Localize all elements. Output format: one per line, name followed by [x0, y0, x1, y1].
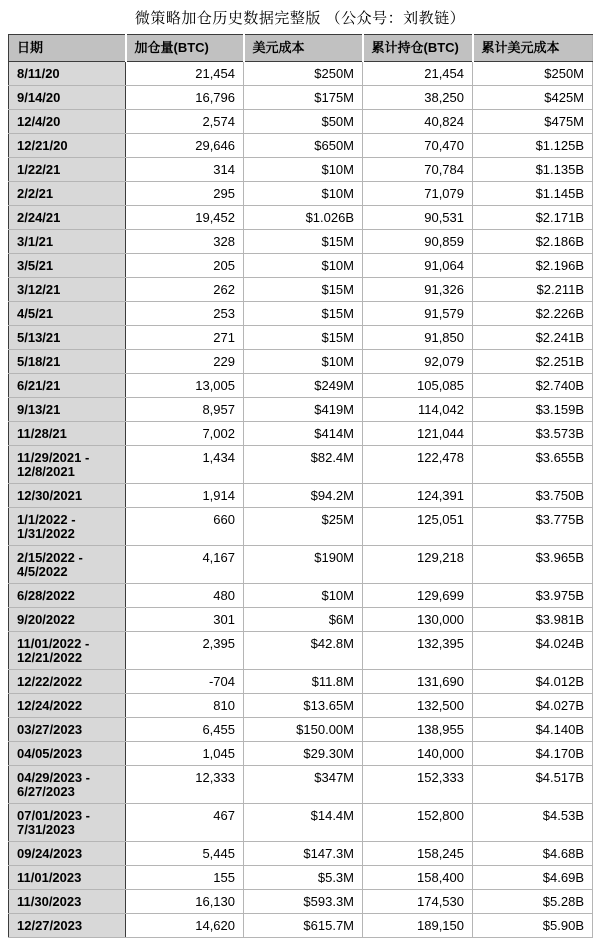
- cumulative-btc-cell: 105,085: [363, 374, 473, 398]
- cumulative-btc-cell: 114,042: [363, 398, 473, 422]
- usd-cost-cell: $15M: [244, 230, 363, 254]
- usd-cost-cell: $249M: [244, 374, 363, 398]
- cumulative-usd-cost-cell: $2.251B: [473, 350, 593, 374]
- btc-amount-cell: 2,395: [126, 632, 244, 670]
- btc-amount-cell: 7,002: [126, 422, 244, 446]
- cumulative-usd-cost-cell: $475M: [473, 110, 593, 134]
- date-cell: 6/21/21: [9, 374, 126, 398]
- cumulative-usd-cost-cell: $5.90B: [473, 914, 593, 938]
- btc-amount-cell: 16,796: [126, 86, 244, 110]
- cumulative-btc-cell: 70,470: [363, 134, 473, 158]
- btc-amount-cell: 13,005: [126, 374, 244, 398]
- date-cell: 9/20/2022: [9, 608, 126, 632]
- date-cell: 11/28/21: [9, 422, 126, 446]
- date-cell: 8/11/20: [9, 62, 126, 86]
- cumulative-usd-cost-cell: $3.775B: [473, 508, 593, 546]
- cumulative-btc-cell: 152,800: [363, 804, 473, 842]
- btc-amount-cell: 8,957: [126, 398, 244, 422]
- usd-cost-cell: $15M: [244, 302, 363, 326]
- cumulative-btc-cell: 129,699: [363, 584, 473, 608]
- btc-amount-cell: 205: [126, 254, 244, 278]
- usd-cost-cell: $147.3M: [244, 842, 363, 866]
- cumulative-btc-cell: 132,395: [363, 632, 473, 670]
- usd-cost-cell: $10M: [244, 254, 363, 278]
- date-cell: 12/27/2023: [9, 914, 126, 938]
- table-row: [9, 182, 593, 206]
- cumulative-usd-cost-cell: $4.140B: [473, 718, 593, 742]
- table-row: [9, 278, 593, 302]
- table-row: [9, 718, 593, 742]
- usd-cost-cell: $347M: [244, 766, 363, 804]
- btc-amount-cell: 12,333: [126, 766, 244, 804]
- usd-cost-cell: $615.7M: [244, 914, 363, 938]
- cumulative-usd-cost-cell: $2.196B: [473, 254, 593, 278]
- column-header-cumulative_usd_cost: 累计美元成本: [473, 35, 593, 62]
- usd-cost-cell: $150.00M: [244, 718, 363, 742]
- cumulative-usd-cost-cell: $4.69B: [473, 866, 593, 890]
- btc-amount-cell: 19,452: [126, 206, 244, 230]
- cumulative-usd-cost-cell: $3.750B: [473, 484, 593, 508]
- table-row: [9, 86, 593, 110]
- date-cell: 07/01/2023 - 7/31/2023: [9, 804, 126, 842]
- date-cell: 5/13/21: [9, 326, 126, 350]
- table-row: [9, 766, 593, 804]
- btc-amount-cell: 810: [126, 694, 244, 718]
- cumulative-btc-cell: 38,250: [363, 86, 473, 110]
- table-row: [9, 742, 593, 766]
- cumulative-usd-cost-cell: $2.740B: [473, 374, 593, 398]
- cumulative-usd-cost-cell: $3.655B: [473, 446, 593, 484]
- cumulative-usd-cost-cell: $1.135B: [473, 158, 593, 182]
- page-title: 微策略加仓历史数据完整版 （公众号：刘教链）: [134, 10, 466, 27]
- btc-amount-cell: 2,574: [126, 110, 244, 134]
- usd-cost-cell: $419M: [244, 398, 363, 422]
- btc-amount-cell: 271: [126, 326, 244, 350]
- cumulative-btc-cell: 91,326: [363, 278, 473, 302]
- usd-cost-cell: $15M: [244, 326, 363, 350]
- table-row: [9, 890, 593, 914]
- date-cell: 9/13/21: [9, 398, 126, 422]
- cumulative-btc-cell: 121,044: [363, 422, 473, 446]
- table-row: [9, 398, 593, 422]
- cumulative-btc-cell: 140,000: [363, 742, 473, 766]
- cumulative-btc-cell: 129,218: [363, 546, 473, 584]
- btc-amount-cell: 328: [126, 230, 244, 254]
- table-row: [9, 632, 593, 670]
- header-row: [9, 35, 593, 62]
- cumulative-btc-cell: 90,859: [363, 230, 473, 254]
- column-header-btc_added: 加仓量(BTC): [126, 35, 244, 62]
- usd-cost-cell: $50M: [244, 110, 363, 134]
- table-row: [9, 484, 593, 508]
- usd-cost-cell: $5.3M: [244, 866, 363, 890]
- usd-cost-cell: $10M: [244, 158, 363, 182]
- date-cell: 12/24/2022: [9, 694, 126, 718]
- btc-amount-cell: -704: [126, 670, 244, 694]
- date-cell: 1/1/2022 - 1/31/2022: [9, 508, 126, 546]
- date-cell: 04/29/2023 - 6/27/2023: [9, 766, 126, 804]
- table-row: [9, 254, 593, 278]
- date-cell: 6/28/2022: [9, 584, 126, 608]
- table-row: [9, 158, 593, 182]
- usd-cost-cell: $10M: [244, 182, 363, 206]
- date-cell: 12/21/20: [9, 134, 126, 158]
- date-cell: 12/4/20: [9, 110, 126, 134]
- btc-amount-cell: 467: [126, 804, 244, 842]
- cumulative-btc-cell: 71,079: [363, 182, 473, 206]
- date-cell: 12/22/2022: [9, 670, 126, 694]
- usd-cost-cell: $82.4M: [244, 446, 363, 484]
- table-row: [9, 62, 593, 86]
- btc-amount-cell: 5,445: [126, 842, 244, 866]
- usd-cost-cell: $94.2M: [244, 484, 363, 508]
- column-header-cumulative_btc: 累计持仓(BTC): [363, 35, 473, 62]
- date-cell: 11/01/2023: [9, 866, 126, 890]
- date-cell: 2/2/21: [9, 182, 126, 206]
- table-row: [9, 866, 593, 890]
- cumulative-btc-cell: 138,955: [363, 718, 473, 742]
- usd-cost-cell: $10M: [244, 350, 363, 374]
- cumulative-usd-cost-cell: $3.573B: [473, 422, 593, 446]
- table-row: [9, 350, 593, 374]
- table-row: [9, 546, 593, 584]
- column-header-date: 日期: [9, 35, 126, 62]
- date-cell: 09/24/2023: [9, 842, 126, 866]
- usd-cost-cell: $1.026B: [244, 206, 363, 230]
- table-row: [9, 206, 593, 230]
- usd-cost-cell: $42.8M: [244, 632, 363, 670]
- date-cell: 3/12/21: [9, 278, 126, 302]
- usd-cost-cell: $6M: [244, 608, 363, 632]
- usd-cost-cell: $250M: [244, 62, 363, 86]
- table-row: [9, 326, 593, 350]
- table-row: [9, 134, 593, 158]
- usd-cost-cell: $190M: [244, 546, 363, 584]
- btc-amount-cell: 155: [126, 866, 244, 890]
- cumulative-usd-cost-cell: $4.012B: [473, 670, 593, 694]
- cumulative-usd-cost-cell: $4.170B: [473, 742, 593, 766]
- cumulative-btc-cell: 91,850: [363, 326, 473, 350]
- cumulative-btc-cell: 122,478: [363, 446, 473, 484]
- cumulative-btc-cell: 158,400: [363, 866, 473, 890]
- cumulative-usd-cost-cell: $4.68B: [473, 842, 593, 866]
- table-row: [9, 608, 593, 632]
- btc-amount-cell: 1,045: [126, 742, 244, 766]
- cumulative-usd-cost-cell: $5.28B: [473, 890, 593, 914]
- cumulative-usd-cost-cell: $1.125B: [473, 134, 593, 158]
- table-row: [9, 804, 593, 842]
- table-row: [9, 584, 593, 608]
- date-cell: 11/30/2023: [9, 890, 126, 914]
- date-cell: 2/15/2022 - 4/5/2022: [9, 546, 126, 584]
- cumulative-btc-cell: 124,391: [363, 484, 473, 508]
- table-row: [9, 302, 593, 326]
- usd-cost-cell: $25M: [244, 508, 363, 546]
- cumulative-btc-cell: 174,530: [363, 890, 473, 914]
- date-cell: 4/5/21: [9, 302, 126, 326]
- btc-amount-cell: 229: [126, 350, 244, 374]
- cumulative-btc-cell: 21,454: [363, 62, 473, 86]
- cumulative-usd-cost-cell: $2.171B: [473, 206, 593, 230]
- date-cell: 03/27/2023: [9, 718, 126, 742]
- cumulative-usd-cost-cell: $4.53B: [473, 804, 593, 842]
- date-cell: 1/22/21: [9, 158, 126, 182]
- cumulative-usd-cost-cell: $4.517B: [473, 766, 593, 804]
- table-row: [9, 842, 593, 866]
- cumulative-btc-cell: 70,784: [363, 158, 473, 182]
- btc-amount-cell: 295: [126, 182, 244, 206]
- btc-amount-cell: 29,646: [126, 134, 244, 158]
- cumulative-usd-cost-cell: $2.241B: [473, 326, 593, 350]
- usd-cost-cell: $29.30M: [244, 742, 363, 766]
- table-row: [9, 670, 593, 694]
- cumulative-usd-cost-cell: $3.975B: [473, 584, 593, 608]
- table-row: [9, 110, 593, 134]
- cumulative-btc-cell: 91,579: [363, 302, 473, 326]
- btc-amount-cell: 262: [126, 278, 244, 302]
- usd-cost-cell: $593.3M: [244, 890, 363, 914]
- cumulative-usd-cost-cell: $2.226B: [473, 302, 593, 326]
- date-cell: 12/30/2021: [9, 484, 126, 508]
- cumulative-usd-cost-cell: $4.024B: [473, 632, 593, 670]
- date-cell: 9/14/20: [9, 86, 126, 110]
- date-cell: 11/01/2022 - 12/21/2022: [9, 632, 126, 670]
- date-cell: 3/5/21: [9, 254, 126, 278]
- btc-amount-cell: 1,434: [126, 446, 244, 484]
- date-cell: 04/05/2023: [9, 742, 126, 766]
- date-cell: 2/24/21: [9, 206, 126, 230]
- cumulative-usd-cost-cell: $3.965B: [473, 546, 593, 584]
- cumulative-usd-cost-cell: $3.159B: [473, 398, 593, 422]
- cumulative-btc-cell: 40,824: [363, 110, 473, 134]
- usd-cost-cell: $14.4M: [244, 804, 363, 842]
- cumulative-btc-cell: 189,150: [363, 914, 473, 938]
- date-cell: 5/18/21: [9, 350, 126, 374]
- usd-cost-cell: $175M: [244, 86, 363, 110]
- cumulative-btc-cell: 91,064: [363, 254, 473, 278]
- cumulative-btc-cell: 152,333: [363, 766, 473, 804]
- cumulative-usd-cost-cell: $250M: [473, 62, 593, 86]
- btc-amount-cell: 660: [126, 508, 244, 546]
- cumulative-usd-cost-cell: $2.211B: [473, 278, 593, 302]
- cumulative-usd-cost-cell: $4.027B: [473, 694, 593, 718]
- btc-history-table: [8, 34, 593, 938]
- btc-amount-cell: 480: [126, 584, 244, 608]
- usd-cost-cell: $11.8M: [244, 670, 363, 694]
- table-row: [9, 694, 593, 718]
- date-cell: 3/1/21: [9, 230, 126, 254]
- btc-amount-cell: 16,130: [126, 890, 244, 914]
- table-row: [9, 422, 593, 446]
- btc-amount-cell: 6,455: [126, 718, 244, 742]
- table-row: [9, 374, 593, 398]
- usd-cost-cell: $10M: [244, 584, 363, 608]
- cumulative-usd-cost-cell: $1.145B: [473, 182, 593, 206]
- btc-amount-cell: 21,454: [126, 62, 244, 86]
- btc-amount-cell: 314: [126, 158, 244, 182]
- table-body: [9, 62, 593, 938]
- btc-amount-cell: 4,167: [126, 546, 244, 584]
- cumulative-btc-cell: 131,690: [363, 670, 473, 694]
- usd-cost-cell: $13.65M: [244, 694, 363, 718]
- btc-amount-cell: 253: [126, 302, 244, 326]
- table-row: [9, 446, 593, 484]
- usd-cost-cell: $650M: [244, 134, 363, 158]
- cumulative-btc-cell: 125,051: [363, 508, 473, 546]
- date-cell: 11/29/2021 - 12/8/2021: [9, 446, 126, 484]
- cumulative-btc-cell: 92,079: [363, 350, 473, 374]
- column-header-usd_cost: 美元成本: [244, 35, 363, 62]
- usd-cost-cell: $15M: [244, 278, 363, 302]
- table-row: [9, 508, 593, 546]
- cumulative-btc-cell: 130,000: [363, 608, 473, 632]
- cumulative-usd-cost-cell: $3.981B: [473, 608, 593, 632]
- btc-amount-cell: 301: [126, 608, 244, 632]
- cumulative-usd-cost-cell: $425M: [473, 86, 593, 110]
- btc-amount-cell: 1,914: [126, 484, 244, 508]
- cumulative-btc-cell: 158,245: [363, 842, 473, 866]
- cumulative-usd-cost-cell: $2.186B: [473, 230, 593, 254]
- cumulative-btc-cell: 90,531: [363, 206, 473, 230]
- table-row: [9, 914, 593, 938]
- table-row: [9, 230, 593, 254]
- cumulative-btc-cell: 132,500: [363, 694, 473, 718]
- usd-cost-cell: $414M: [244, 422, 363, 446]
- btc-amount-cell: 14,620: [126, 914, 244, 938]
